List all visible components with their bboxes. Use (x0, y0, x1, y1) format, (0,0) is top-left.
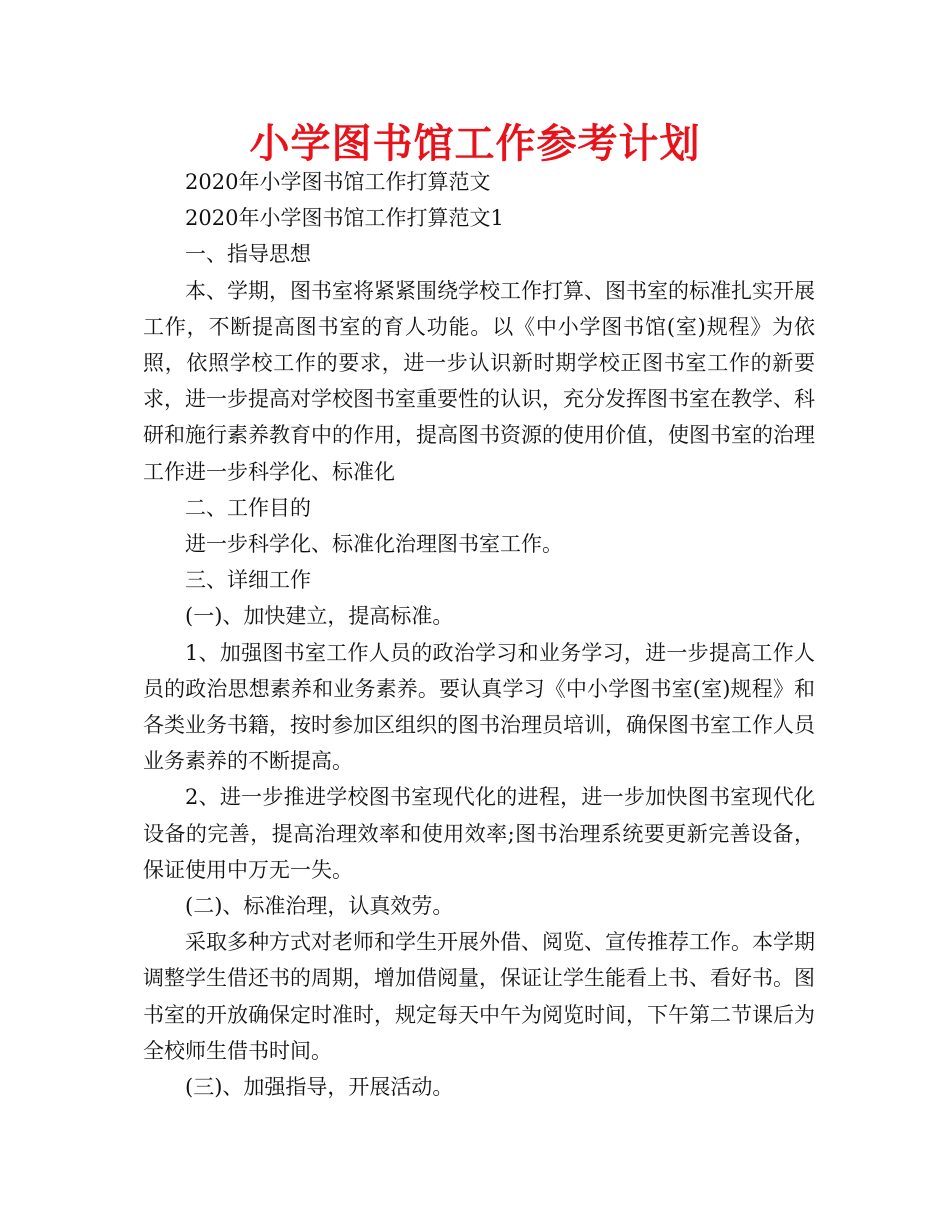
paragraph-service: 采取多种方式对老师和学生开展外借、阅览、宣传推荐工作。本学期调整学生借还书的周期，增加借阅量，保证让学生能看上书、看好书。图书室的开放确保定时准时，规定每天中午为阅览时间，下午第二节课后为全校师生借书时间。 (143, 930, 815, 1063)
paragraph-guiding-ideology: 本、学期，图书室将紧紧围绕学校工作打算、图书室的标准扎实开展工作，不断提高图书室的育人功能。以《中小学图书馆(室)规程》为依照，依照学校工作的要求，进一步认识新时期学校正图书室工作的新要求，进一步提高对学校图书室重要性的认识，充分发挥图书室在教学、科研和施行素养教育中的作用，提高图书资源的使用价值，使图书室的治理工作进一步科学化、标准化 (143, 278, 815, 484)
subheading-3: (三)、加强指导，开展活动。 (185, 1075, 454, 1100)
paragraph-work-goal: 进一步科学化、标准化治理图书室工作。 (185, 532, 563, 557)
subheading-1: (一)、加快建立，提高标准。 (185, 604, 454, 629)
document-body (143, 164, 815, 1105)
paragraph-subtitle-1: 2020年小学图书馆工作打算范文1 (185, 206, 504, 231)
paragraph-item-2: 2、进一步推进学校图书室现代化的进程，进一步加快图书室现代化设备的完善，提高治理效率和使用效率;图书治理系统要更新完善设备，保证使用中万无一失。 (143, 785, 815, 882)
section-heading-detailed-work: 三、详细工作 (185, 568, 311, 593)
section-heading-guiding-ideology: 一、指导思想 (185, 242, 311, 267)
subheading-2: (二)、标准治理，认真效劳。 (185, 894, 454, 919)
section-heading-work-goal: 二、工作目的 (185, 495, 311, 520)
paragraph-subtitle: 2020年小学图书馆工作打算范文 (185, 170, 491, 194)
document-title: 小学图书馆工作参考计划 (249, 121, 701, 167)
paragraph-item-1: 1、加强图书室工作人员的政治学习和业务学习，进一步提高工作人员的政治思想素养和业务素养。要认真学习《中小学图书室(室)规程》和各类业务书籍，按时参加区组织的图书治理员培训，确保图书室工作人员业务素养的不断提高。 (143, 640, 815, 774)
